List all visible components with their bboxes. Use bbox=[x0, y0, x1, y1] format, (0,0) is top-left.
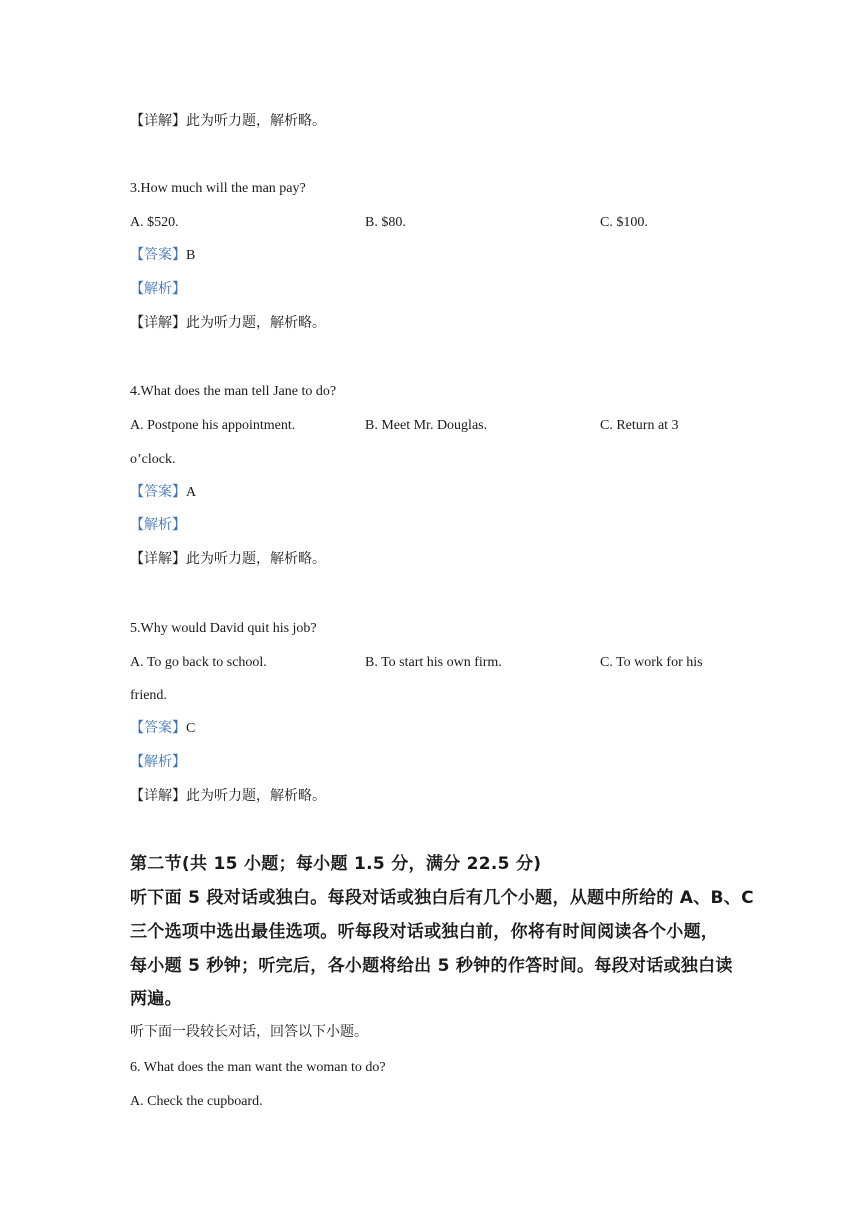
instruction-line-1: 听下面 5 段对话或独白。每段对话或独白后有几个小题，从题中所给的 A、B、C bbox=[130, 888, 754, 908]
sub-instruction: 听下面一段较长对话，回答以下小题。 bbox=[130, 1025, 368, 1040]
detail-label: 【详解】 bbox=[130, 789, 186, 804]
q4-option-c: C. Return at 3 bbox=[600, 418, 679, 433]
q4-question: 4.What does the man tell Jane to do? bbox=[130, 384, 337, 399]
detail-label: 【详解】 bbox=[130, 552, 186, 567]
q6-option-a: A. Check the cupboard. bbox=[130, 1094, 263, 1109]
q5-question: 5.Why would David quit his job? bbox=[130, 621, 317, 636]
answer-value: A bbox=[186, 485, 197, 500]
answer-value: B bbox=[186, 248, 196, 263]
instruction-line-3: 每小题 5 秒钟；听完后，各小题将给出 5 秒钟的作答时间。每段对话或独白读 bbox=[130, 956, 733, 976]
q3-analysis-label: 【解析】 bbox=[130, 282, 186, 297]
q3-detail bbox=[130, 314, 326, 334]
q5-option-b: B. To start his own firm. bbox=[365, 655, 502, 670]
q3-option-b: B. $80. bbox=[365, 215, 406, 230]
q5-analysis-label: 【解析】 bbox=[130, 755, 186, 770]
q3-question: 3.How much will the man pay? bbox=[130, 181, 306, 196]
detail-text: 此为听力题，解析略。 bbox=[186, 316, 326, 331]
detail-text: 此为听力题，解析略。 bbox=[186, 552, 326, 567]
q4-option-a: A. Postpone his appointment. bbox=[130, 418, 296, 433]
detail-text: 此为听力题，解析略。 bbox=[186, 114, 326, 129]
q4-analysis-label: 【解析】 bbox=[130, 518, 186, 533]
q4-detail bbox=[130, 550, 326, 570]
answer-label: 【答案】 bbox=[130, 485, 186, 500]
q6-question: 6. What does the man want the woman to do? bbox=[130, 1060, 386, 1075]
q4-option-c-continued: o’clock. bbox=[130, 452, 176, 467]
q5-detail bbox=[130, 787, 326, 807]
q3-answer bbox=[130, 246, 195, 266]
q5-answer bbox=[130, 719, 195, 739]
q4-option-b: B. Meet Mr. Douglas. bbox=[365, 418, 488, 433]
detail-label: 【详解】 bbox=[130, 114, 186, 129]
q5-option-a: A. To go back to school. bbox=[130, 655, 267, 670]
answer-label: 【答案】 bbox=[130, 721, 186, 736]
answer-label: 【答案】 bbox=[130, 248, 186, 263]
q3-option-a: A. $520. bbox=[130, 215, 179, 230]
answer-value: C bbox=[186, 721, 196, 736]
q3-option-c: C. $100. bbox=[600, 215, 648, 230]
instruction-line-4: 两遍。 bbox=[130, 989, 182, 1009]
q5-option-c: C. To work for his bbox=[600, 655, 703, 670]
q5-option-c-continued: friend. bbox=[130, 688, 167, 703]
detail-label: 【详解】 bbox=[130, 316, 186, 331]
section-heading: 第二节(共 15 小题；每小题 1.5 分，满分 22.5 分) bbox=[130, 854, 542, 874]
detail-text: 此为听力题，解析略。 bbox=[186, 789, 326, 804]
q2-detail bbox=[130, 112, 326, 132]
instruction-line-2: 三个选项中选出最佳选项。听每段对话或独白前，你将有时间阅读各个小题， bbox=[130, 922, 719, 942]
q4-answer bbox=[130, 483, 196, 503]
